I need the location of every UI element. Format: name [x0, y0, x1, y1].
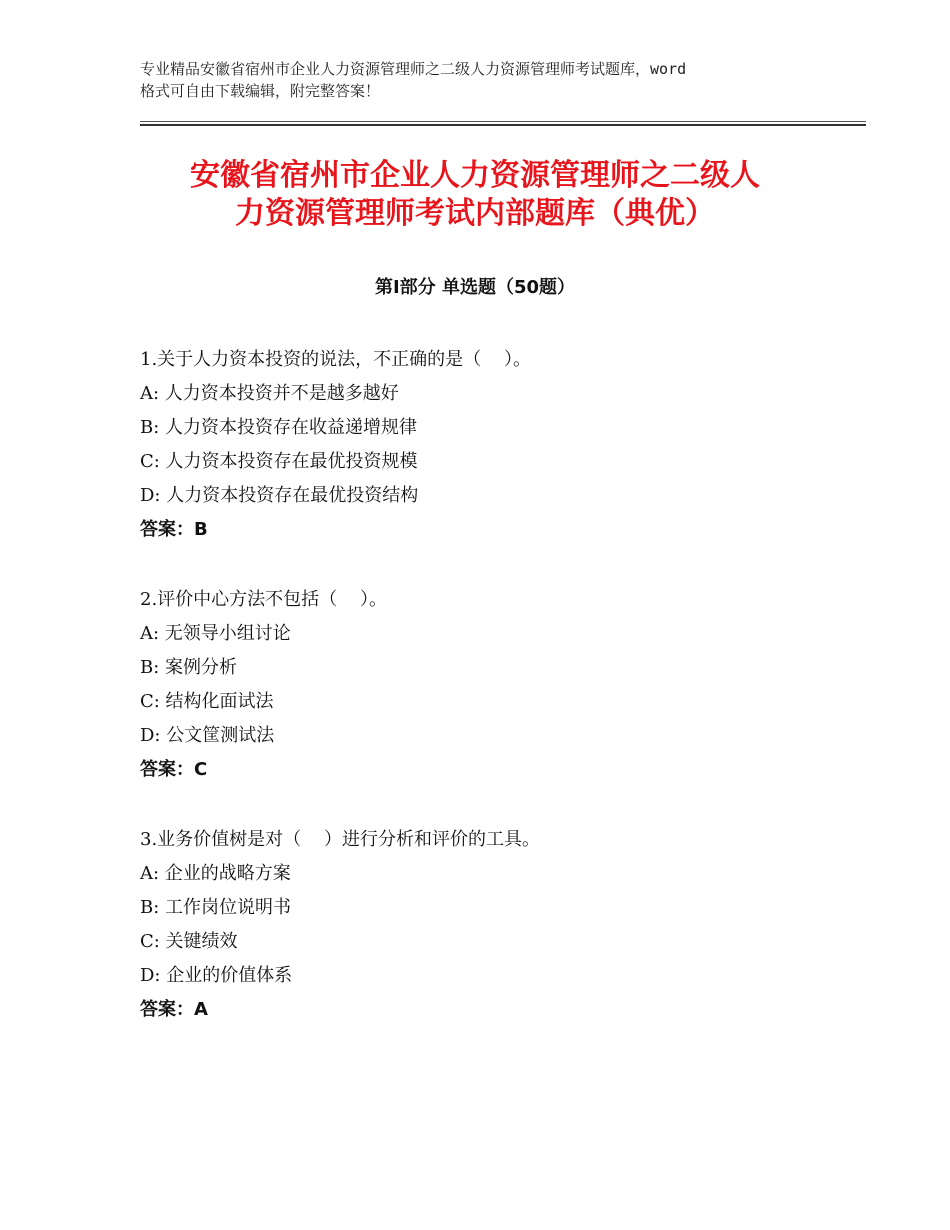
question-stem: 3.业务价值树是对（ ）进行分析和评价的工具。 — [140, 829, 541, 850]
question-item — [140, 823, 860, 1027]
option-c: C: 人力资本投资存在最优投资规模 — [140, 451, 418, 472]
option-a: A: 人力资本投资并不是越多越好 — [140, 383, 399, 404]
divider-thin-line — [140, 121, 866, 122]
question-stem: 2.评价中心方法不包括（ ）。 — [140, 589, 388, 610]
option-b: B: 工作岗位说明书 — [140, 897, 292, 918]
option-a: A: 无领导小组讨论 — [140, 623, 291, 644]
header-note — [140, 58, 840, 102]
document-title-line-1: 安徽省宿州市企业人力资源管理师之二级人 — [190, 158, 760, 193]
option-b: B: 案例分析 — [140, 657, 238, 678]
question-stem: 1.关于人力资本投资的说法，不正确的是（ ）。 — [140, 349, 532, 370]
header-note-line-1: 专业精品安徽省宿州市企业人力资源管理师之二级人力资源管理师考试题库，word — [140, 60, 687, 78]
divider-thick-line — [140, 124, 866, 126]
answer-label: 答案：A — [140, 999, 208, 1020]
option-d: D: 人力资本投资存在最优投资结构 — [140, 485, 419, 506]
document-title — [140, 157, 810, 233]
header-divider — [140, 121, 866, 126]
option-c: C: 关键绩效 — [140, 931, 238, 952]
document-title-line-2: 力资源管理师考试内部题库（典优） — [235, 196, 715, 231]
question-item — [140, 583, 860, 787]
option-d: D: 企业的价值体系 — [140, 965, 293, 986]
option-a: A: 企业的战略方案 — [140, 863, 291, 884]
question-list — [140, 343, 860, 1063]
question-item — [140, 343, 860, 547]
option-b: B: 人力资本投资存在收益递增规律 — [140, 417, 418, 438]
option-d: D: 公文筐测试法 — [140, 725, 275, 746]
answer-label: 答案：C — [140, 759, 208, 780]
header-note-line-2: 格式可自由下载编辑，附完整答案！ — [140, 82, 381, 100]
answer-label: 答案：B — [140, 519, 208, 540]
option-c: C: 结构化面试法 — [140, 691, 274, 712]
section-title: 第Ⅰ部分 单选题（50题） — [374, 277, 575, 298]
